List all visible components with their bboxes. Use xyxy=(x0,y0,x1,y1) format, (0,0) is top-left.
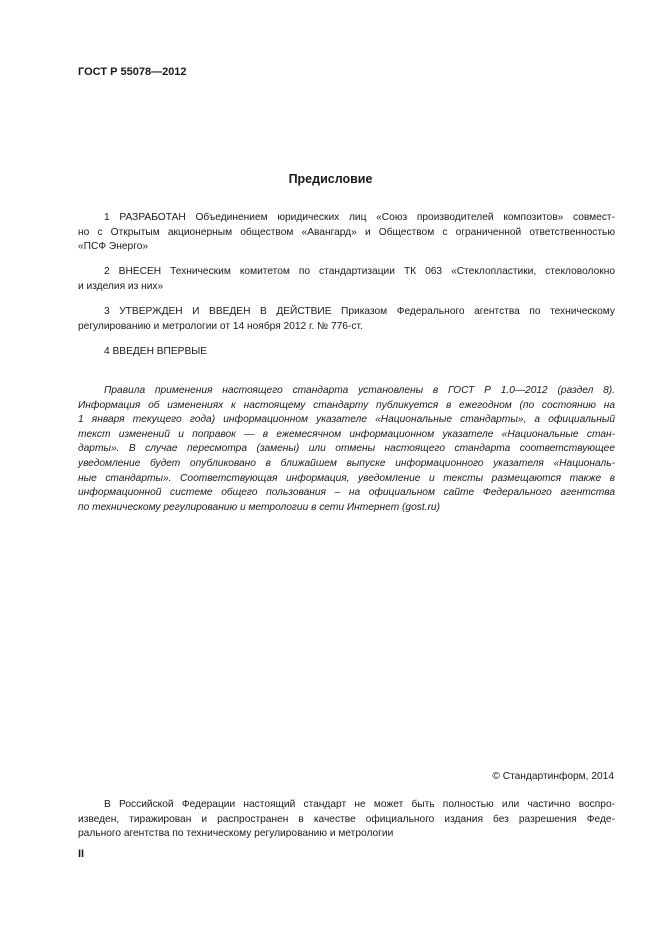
notice-line: информационной системе общего пользования – на официальном сайте Федерального агентства xyxy=(78,487,615,499)
item-line: 4 ВВЕДЕН ВПЕРВЫЕ xyxy=(104,346,208,357)
item-line: 3 УТВЕРЖДЕН И ВВЕДЕН В ДЕЙСТВИЕ Приказом Федерального агентства по техническому xyxy=(104,306,615,317)
page-number: II xyxy=(78,848,85,860)
rights-line: рального агентства по техническому регулированию и метрологии xyxy=(78,828,394,840)
notice-line: уведомление будет опубликовано в ближайшем выпуске информационного указателя «Националь- xyxy=(78,457,615,469)
item-line: 1 РАЗРАБОТАН Объединением юридических лиц «Союз производителей композитов» совмест- xyxy=(104,212,615,223)
copyright-notice: © Стандартинформ, 2014 xyxy=(492,771,614,782)
foreword-item-2 xyxy=(78,265,615,294)
item-line: но с Открытым акционерным обществом «Авангард» и Обществом с ограниченной ответственностью xyxy=(78,226,615,238)
foreword-item-1 xyxy=(78,211,615,255)
rights-line: В Российской Федерации настоящий стандарт не может быть полностью или частично воспро- xyxy=(104,799,615,810)
item-line: «ПСФ Энерго» xyxy=(78,241,149,253)
notice-line: 1 января текущего года) информационном указателе «Национальные стандарты», а официальный xyxy=(78,414,615,426)
foreword-item-4 xyxy=(78,345,615,360)
notice-line: дарты». В случае пересмотра (замены) или отмены настоящего стандарта соответствующее xyxy=(78,443,615,455)
notice-line: по техническому регулированию и метрологии в сети Интернет (gost.ru) xyxy=(78,501,440,513)
notice-line: Правила применения настоящего стандарта установлены в ГОСТ Р 1.0—2012 (раздел 8). xyxy=(104,385,615,396)
item-line: и изделия из них» xyxy=(78,280,164,292)
foreword-item-3 xyxy=(78,305,615,334)
application-notice xyxy=(78,384,615,515)
notice-line: Информация об изменениях к настоящему стандарту публикуется в ежегодном (по состоянию на xyxy=(78,399,615,411)
page-title: Предисловие xyxy=(288,172,373,186)
notice-line: ные стандарты». Соответствующая информация, уведомление и тексты размещаются также в xyxy=(78,472,615,484)
standard-code: ГОСТ Р 55078—2012 xyxy=(78,66,187,78)
rights-notice xyxy=(78,798,615,842)
item-line: 2 ВНЕСЕН Техническим комитетом по стандартизации ТК 063 «Стеклопластики, стекловолокно xyxy=(104,266,615,277)
item-line: регулированию и метрологии от 14 ноября 2012 г. № 776-ст. xyxy=(78,320,363,332)
rights-line: изведен, тиражирован и распространен в качестве официального издания без разрешения Феде- xyxy=(78,813,615,825)
notice-line: текст изменений и поправок — в ежемесячном информационном указателе «Национальные стан- xyxy=(78,428,615,440)
